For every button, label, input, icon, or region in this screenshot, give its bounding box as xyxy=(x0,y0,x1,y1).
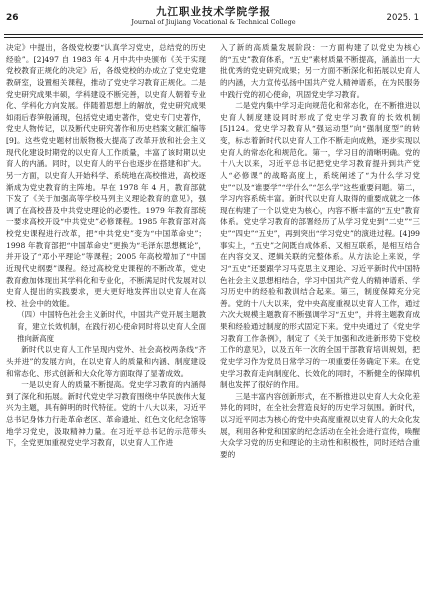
paragraph: 三是丰富内容创新形式，在不断推进以史育人大众化差异化的同时，在全社会营造良好的历史学习氛围。新时代，以习近平同志为核心的党中央高度重视以史育人的大众化发展，利用各种党和国家的纪念活动在全社会进行宣传，唤醒大众学习党的历史和理论的主动性和积极性，同时还结合重要的 xyxy=(220,391,420,459)
header-rule-top xyxy=(4,34,423,35)
paragraph: 决定》中提出，各级党校要“认真学习党史，总结党的历史经验”。[2]497 自 1983 年 4 月中共中央颁布《关于实现党校教育正规化的决定》后，各级党校的办成立了党史党建教研室，设置相关课程，推动了党史学习教育正规化。二是党史研究成果丰硕，学科建设不断完善，以史育人朝着专业化、学科化方向发展。伴随着思想上的解放，党史研究成果如雨后春笋般涌现，包括党史通史著作，党史专门史著作，党史人物传记，以及断代史研究著作和历史档案文献汇编等[9]。这些党史题材出版物极大提高了改革开放和社会主义现代化建设时期党的以史育人工作质量，丰富了该时期以史育人的内涵。同时，以史育人的平台也逐步在搭建和扩大。另一方面，以史育人开始科学、系统地在高校推进，高校逐渐成为党史教育的主阵地。早在 1978 年 4 月，教育部就下发了《关于加强高等学校马列主义理论教育的意见》，强调了在高校普及中共党史理论的必要性。1979 年教育部统一要求高校开设“中共党史”必修课程。1985 年教育部对高校党史课程进行改革，把“中共党史”变为“中国革命史”；1998 年教育部把“中国革命史”更换为“毛泽东思想概论”，并开设了“邓小平理论”等课程；2005 年高校增加了“中国近现代史纲要”课程。经过高校党史课程的不断改革，党史教育愈加体现出其学科化和专业化，不断满足时代发展对以史育人提出的实践要求，更大更好地发挥出以史育人在高校、社会中的效能。 xyxy=(6,43,206,308)
paragraph: 新时代以史育人工作呈现内党外、社会高校两条线“齐头并进”的发展方向，在以史育人的质量和内涵、制度建设和常态化、形式创新和大众化等方面取得了显著成效。 xyxy=(6,345,206,378)
paragraph: 一是以史育人的质量不断提高。党史学习教育的内涵得到了深化和拓展。新时代党史学习教育围绕中华民族伟大复兴为主题，具有鲜明的时代特征。党的十八大以来，习近平总书记身体力行赴革命老区、革命遗址、红色文化纪念馆等地学习党史，汲取精神力量。在习近平总书记的示范带头下，全党更加重视党史学习教育，以史育人工作进 xyxy=(6,380,206,448)
paragraph: 入了新的高质量发展阶段：一方面构建了以党史为核心的“五史”教育体系，“五史”素材质量不断提高，涵盖出一大批优秀的党史研究成果；另一方面不断深化和拓展以史育人的内涵，大力宣传弘扬中国共产党人精神谱系，在为民服务中践行党的初心使命，巩固党史学习教育。 xyxy=(220,43,420,99)
journal-title-chinese: 九江职业技术学院学报 xyxy=(156,6,271,18)
issue-number: 2025. 1 xyxy=(386,13,419,23)
right-column xyxy=(220,42,420,461)
header-rule-bottom xyxy=(4,37,423,38)
journal-title-english: Journal of Jiujiang Vocational & Technical College xyxy=(131,18,296,26)
page-number: 26 xyxy=(6,13,19,23)
paragraph: 二是党内集中学习走向规范化和常态化，在不断推进以史育人制度建设同时形成了党史学习教育的长效机制[5]124。党史学习教育从“强运动型”向“强制度型”的转变，标志着新时代以史育人工作不断走向成熟，逐步实现以史育人的常态化和规范化。第一，学习目的清晰明确。党的十八大以来，习近平总书记把党史学习教育提升到共产党人“必修课”的战略高度上，系统阐述了“为什么学习党史”“以及“谁要学”“学什么”“怎么学”这些重要问题。第二，学习内容系统丰富。新时代以史育人取得的重要成就之一体现在构建了一个以党史为核心，内容不断丰富的“五史”教育体系。党史学习教育的部署经历了从学习党史到“二史”“三史”“四史”“五史”，再到突出“学习党史”的演进过程。[4]99事实上，“五史”之间既自成体系、又相互联系，是相互结合在内容交叉、逻辑关联的完整体系。从方法论上来说，学习“五史”还要跟学习马克思主义理论、习近平新时代中国特色社会主义思想相结合，学习中国共产党人的精神谱系、学习历史中的经验和教训结合起来。第三，制度保障充分完善。党的十八大以来，党中央高度重视以史育人工作，通过六次大规模主题教育不断强调学习“五史”，并将主题教育成果和经验通过制度的形式固定下来。党中央通过了《党史学习教育工作条例》，制定了《关于加强和改进新形势下党校工作的意见》，以及五年一次的全国干部教育培训规划，把党史学习作为党员日常学习的一项重要任务确定下来。在党史学习教育走向制度化、长效化的同时，不断健全的保障机制也发挥了很好的作用。 xyxy=(220,101,420,390)
left-column xyxy=(6,42,206,449)
section-heading: （四）中国特色社会主义新时代，中国共产党开展主题教育，建立长效机制，在践行初心使命同时将以史育人全面推向新高度 xyxy=(17,310,206,343)
page-header xyxy=(0,0,427,38)
